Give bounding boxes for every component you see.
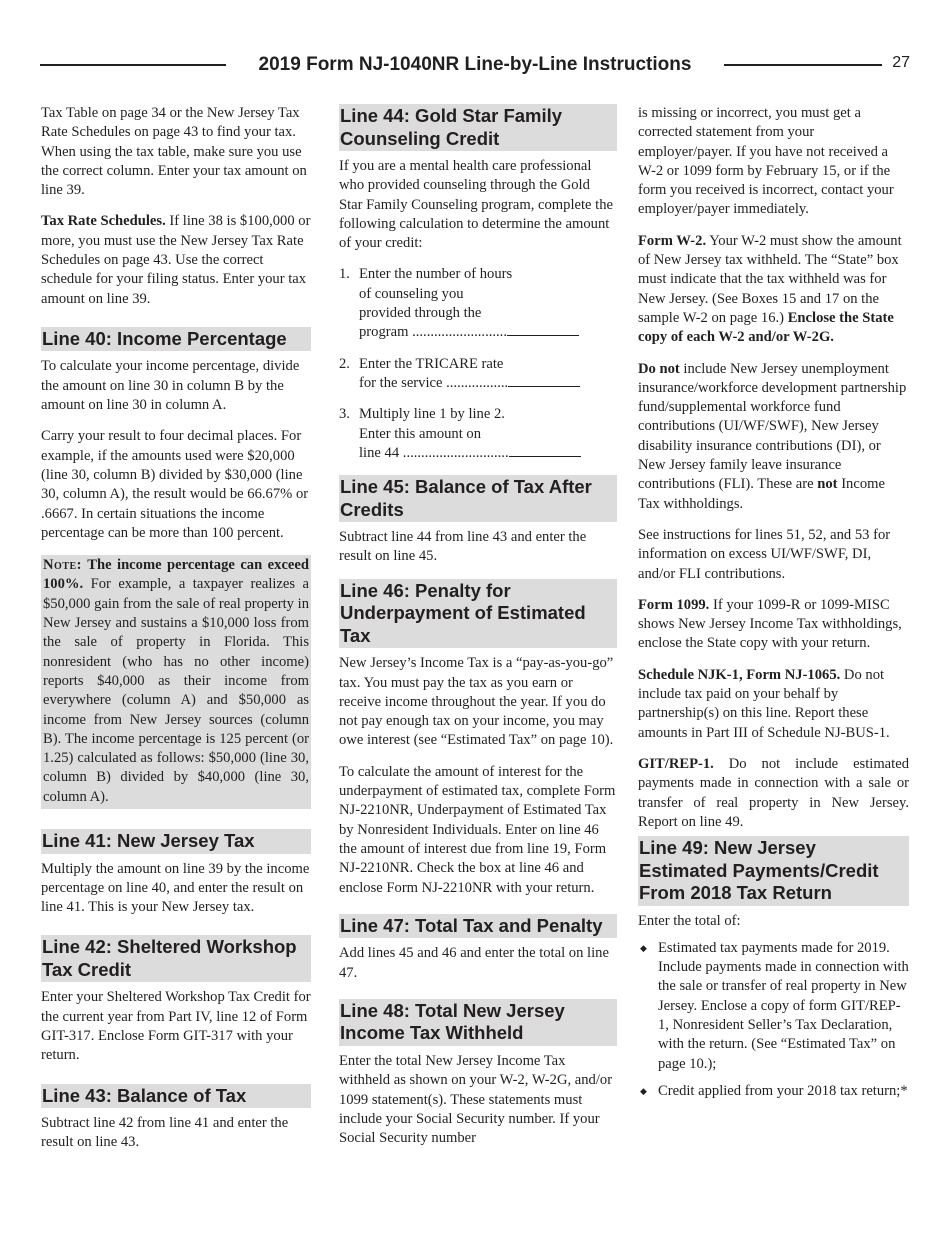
page-title: 2019 Form NJ-1040NR Line-by-Line Instructions bbox=[258, 54, 692, 75]
not-emphasis: not bbox=[817, 476, 838, 493]
heading-line-46: Line 46: Penalty for Underpayment of Estimated Tax bbox=[339, 579, 617, 649]
line-46-paragraph-2: To calculate the amount of interest for the underpayment of estimated tax, complete Form NJ-2210NR, Underpayment of Estimated Tax by Nonresident Individuals. Enter on line 46 the amount of interest due from line 19, Form NJ-2210NR. Check the box at line 46 and enclose Form NJ-2210NR with your return. bbox=[339, 763, 616, 896]
income-percentage-note bbox=[41, 555, 311, 809]
schedule-njk1-label: Schedule NJK-1, Form NJ-1065. bbox=[638, 666, 841, 683]
column-3 bbox=[638, 104, 909, 1109]
note-bold-text: The income percentage can exceed 100%. bbox=[43, 557, 309, 593]
form-1099-text: If your 1099-R or 1099-MISC shows New Jersey Income Tax withholdings, enclose the State copy with your return. bbox=[638, 596, 902, 652]
line-42-paragraph: Enter your Sheltered Workshop Tax Credit for the current year from Part IV, line 12 of Form GIT-317. Enclose Form GIT-317 with your return. bbox=[41, 989, 311, 1064]
entry-blank bbox=[508, 374, 580, 387]
line-48-paragraph: Enter the total New Jersey Income Tax withheld as shown on your W-2, W-2G, and/or 1099 statement(s). These statements must include your Social Security number. If your Social Security number bbox=[339, 1052, 613, 1147]
heading-line-48: Line 48: Total New Jersey Income Tax Withheld bbox=[339, 999, 617, 1046]
form-w2-enclose-text: Enclose the State copy of each W-2 and/or W-2G. bbox=[638, 309, 894, 346]
calc-step-number: 2. bbox=[339, 355, 350, 372]
heading-line-49: Line 49: New Jersey Estimated Payments/Credit From 2018 Tax Return bbox=[638, 836, 909, 906]
git-rep1-paragraph bbox=[638, 755, 909, 832]
line-48-continued-paragraph: is missing or incorrect, you must get a corrected statement from your employer/payer. If you have not received a W-2 or 1099 form by February 15, or if the form you received is incorrect, contact your employer/payer immediately. bbox=[638, 105, 894, 218]
do-not-include-paragraph bbox=[638, 360, 909, 514]
schedule-njk1-paragraph bbox=[638, 666, 909, 743]
calc-step-text: Enter this amount on bbox=[359, 425, 482, 442]
calc-step-number: 3. bbox=[339, 406, 350, 423]
entry-blank bbox=[507, 323, 579, 336]
line-47-paragraph: Add lines 45 and 46 and enter the total on line 47. bbox=[339, 945, 609, 981]
calc-step-number: 1. bbox=[339, 266, 350, 283]
calc-step-label: line 44 bbox=[359, 444, 400, 461]
calc-step-label: program bbox=[359, 324, 409, 341]
list-item bbox=[638, 1082, 909, 1101]
line-43-paragraph: Subtract line 42 from line 41 and enter the result on line 43. bbox=[41, 1115, 289, 1151]
calc-step-2 bbox=[339, 355, 617, 394]
list-item-text: Estimated tax payments made for 2019. Include payments made in connection with the sale or transfer of real property in New Jersey. Enclose a copy of form GIT/REP-1, Nonresident Seller’s Tax Declaration, with the return. (See “Estimated Tax” on page 10.); bbox=[658, 939, 909, 1072]
form-w2-text: Your W-2 must show the amount of New Jersey tax withheld. The “State” box must indicate that the tax withheld was for New Jersey. (See Boxes 15 and 17 on the sample W-2 on page 16.) bbox=[638, 232, 902, 326]
page-header bbox=[40, 52, 910, 78]
note-label: Note: bbox=[43, 557, 83, 574]
entry-blank bbox=[509, 444, 581, 457]
calc-step-label: for the service bbox=[359, 374, 443, 391]
heading-line-43: Line 43: Balance of Tax bbox=[41, 1084, 311, 1109]
enter-total-of: Enter the total of: bbox=[638, 912, 741, 929]
heading-line-44: Line 44: Gold Star Family Counseling Credit bbox=[339, 104, 617, 151]
heading-line-47: Line 47: Total Tax and Penalty bbox=[339, 914, 617, 939]
list-item bbox=[638, 939, 909, 1074]
calc-step-text: Enter the number of hours bbox=[359, 266, 513, 283]
tax-rate-schedules-label: Tax Rate Schedules. bbox=[41, 213, 166, 230]
tax-table-intro: Tax Table on page 34 or the New Jersey Tax Rate Schedules on page 43 to find your tax. When using the tax table, make sure you use the correct column. Enter your tax amount on line 39. bbox=[41, 105, 307, 199]
heading-line-42: Line 42: Sheltered Workshop Tax Credit bbox=[41, 935, 311, 982]
form-1099-label: Form 1099. bbox=[638, 596, 710, 613]
line-41-paragraph: Multiply the amount on line 39 by the income percentage on line 40, and enter the result on line 41. This is your New Jersey tax. bbox=[41, 860, 310, 916]
git-rep1-label: GIT/REP-1. bbox=[638, 755, 714, 772]
calc-step-text: Multiply line 1 by line 2. bbox=[359, 406, 505, 423]
line-49-bullet-list bbox=[638, 939, 909, 1101]
leader-dots: ............................. bbox=[402, 444, 509, 461]
heading-line-40: Line 40: Income Percentage bbox=[41, 327, 311, 352]
line-40-paragraph-1: To calculate your income percentage, divide the amount on line 30 in column B by the amount on line 30 in column A. bbox=[41, 358, 300, 414]
calc-step-text: provided through the bbox=[359, 305, 482, 322]
diamond-bullet-icon: ◆ bbox=[640, 942, 647, 953]
do-not-text: include New Jersey unemployment insurance/workforce development partnership fund/supplemental workforce fund contributions (UI/WF/SWF), New Jersey disability insurance contributions (DI), or New Jersey family leave insurance contributions (FLI). These are bbox=[638, 360, 907, 493]
list-item-text: Credit applied from your 2018 tax return;* bbox=[658, 1082, 908, 1099]
credit-calculation-list bbox=[339, 265, 617, 463]
calc-step-leader bbox=[359, 323, 617, 342]
calc-step-text: of counseling you bbox=[359, 285, 464, 302]
form-w2-paragraph bbox=[638, 232, 909, 348]
git-rep1-text: Do not include estimated payments made in connection with a sale or transfer of real property in New Jersey. Report on line 49. bbox=[638, 755, 909, 830]
calc-step-1 bbox=[339, 265, 617, 342]
see-instructions-paragraph: See instructions for lines 51, 52, and 53 for information on excess UI/WF/SWF, DI, and/or FLI contributions. bbox=[638, 526, 891, 582]
tax-rate-schedules-paragraph bbox=[41, 212, 311, 308]
calc-step-leader bbox=[359, 374, 617, 393]
calc-step-leader bbox=[359, 444, 617, 463]
line-45-paragraph: Subtract line 44 from line 43 and enter the result on line 45. bbox=[339, 529, 587, 565]
column-2 bbox=[339, 104, 617, 1160]
heading-line-41: Line 41: New Jersey Tax bbox=[41, 829, 311, 854]
header-rule-right bbox=[724, 64, 882, 66]
leader-dots: ................. bbox=[446, 374, 509, 391]
do-not-end-text: Income Tax withholdings. bbox=[638, 476, 885, 512]
line-44-paragraph: If you are a mental health care professional who provided counseling through the Gold Star Family Counseling program, complete the following calculation to determine the amount of your credit: bbox=[339, 158, 613, 252]
form-1099-paragraph bbox=[638, 596, 909, 654]
diamond-bullet-icon: ◆ bbox=[640, 1085, 647, 1096]
heading-line-45: Line 45: Balance of Tax After Credits bbox=[339, 475, 617, 522]
calc-step-3 bbox=[339, 405, 617, 463]
line-46-paragraph-1: New Jersey’s Income Tax is a “pay-as-you-go” tax. You must pay the tax as you earn or receive income throughout the year. If you do not pay enough tax on your income, you may owe interest (see “Estimated Tax” on page 10). bbox=[339, 655, 614, 749]
line-40-paragraph-2: Carry your result to four decimal places. For example, if the amounts used were $20,000 (line 30, column B) divided by $30,000 (line 30, column A), the result would be 66.67% or .6667. In certain situations the income percentage can be more than 100 percent. bbox=[41, 428, 309, 541]
note-text: For example, a taxpayer realizes a $50,000 gain from the sale of real property in New Jersey and sustains a $10,000 loss from the sale of property in Florida. This nonresident (who has no other income) reports $40,000 as their income from everywhere (column A) and $50,000 as income from New Jersey sources (column B). The income percentage is 125 percent (or 1.25) calculated as follows: $50,000 (line 30, column B) divided by $40,000 (line 30, column A). bbox=[43, 576, 309, 805]
header-rule-left bbox=[40, 64, 226, 66]
form-w2-label: Form W-2. bbox=[638, 232, 707, 249]
page-number: 27 bbox=[892, 54, 910, 71]
leader-dots: .......................... bbox=[412, 324, 507, 341]
calc-step-text: Enter the TRICARE rate bbox=[359, 355, 504, 372]
do-not-label: Do not bbox=[638, 360, 680, 377]
column-1 bbox=[41, 104, 311, 1165]
tax-rate-schedules-text: If line 38 is $100,000 or more, you must use the New Jersey Tax Rate Schedules on page 43. Use the correct schedule for your filing status. Enter your tax amount on line 39. bbox=[41, 213, 311, 307]
schedule-njk1-text: Do not include tax paid on your behalf by partnership(s) on this line. Report these amounts in Part III of Schedule NJ-BUS-1. bbox=[638, 666, 890, 741]
